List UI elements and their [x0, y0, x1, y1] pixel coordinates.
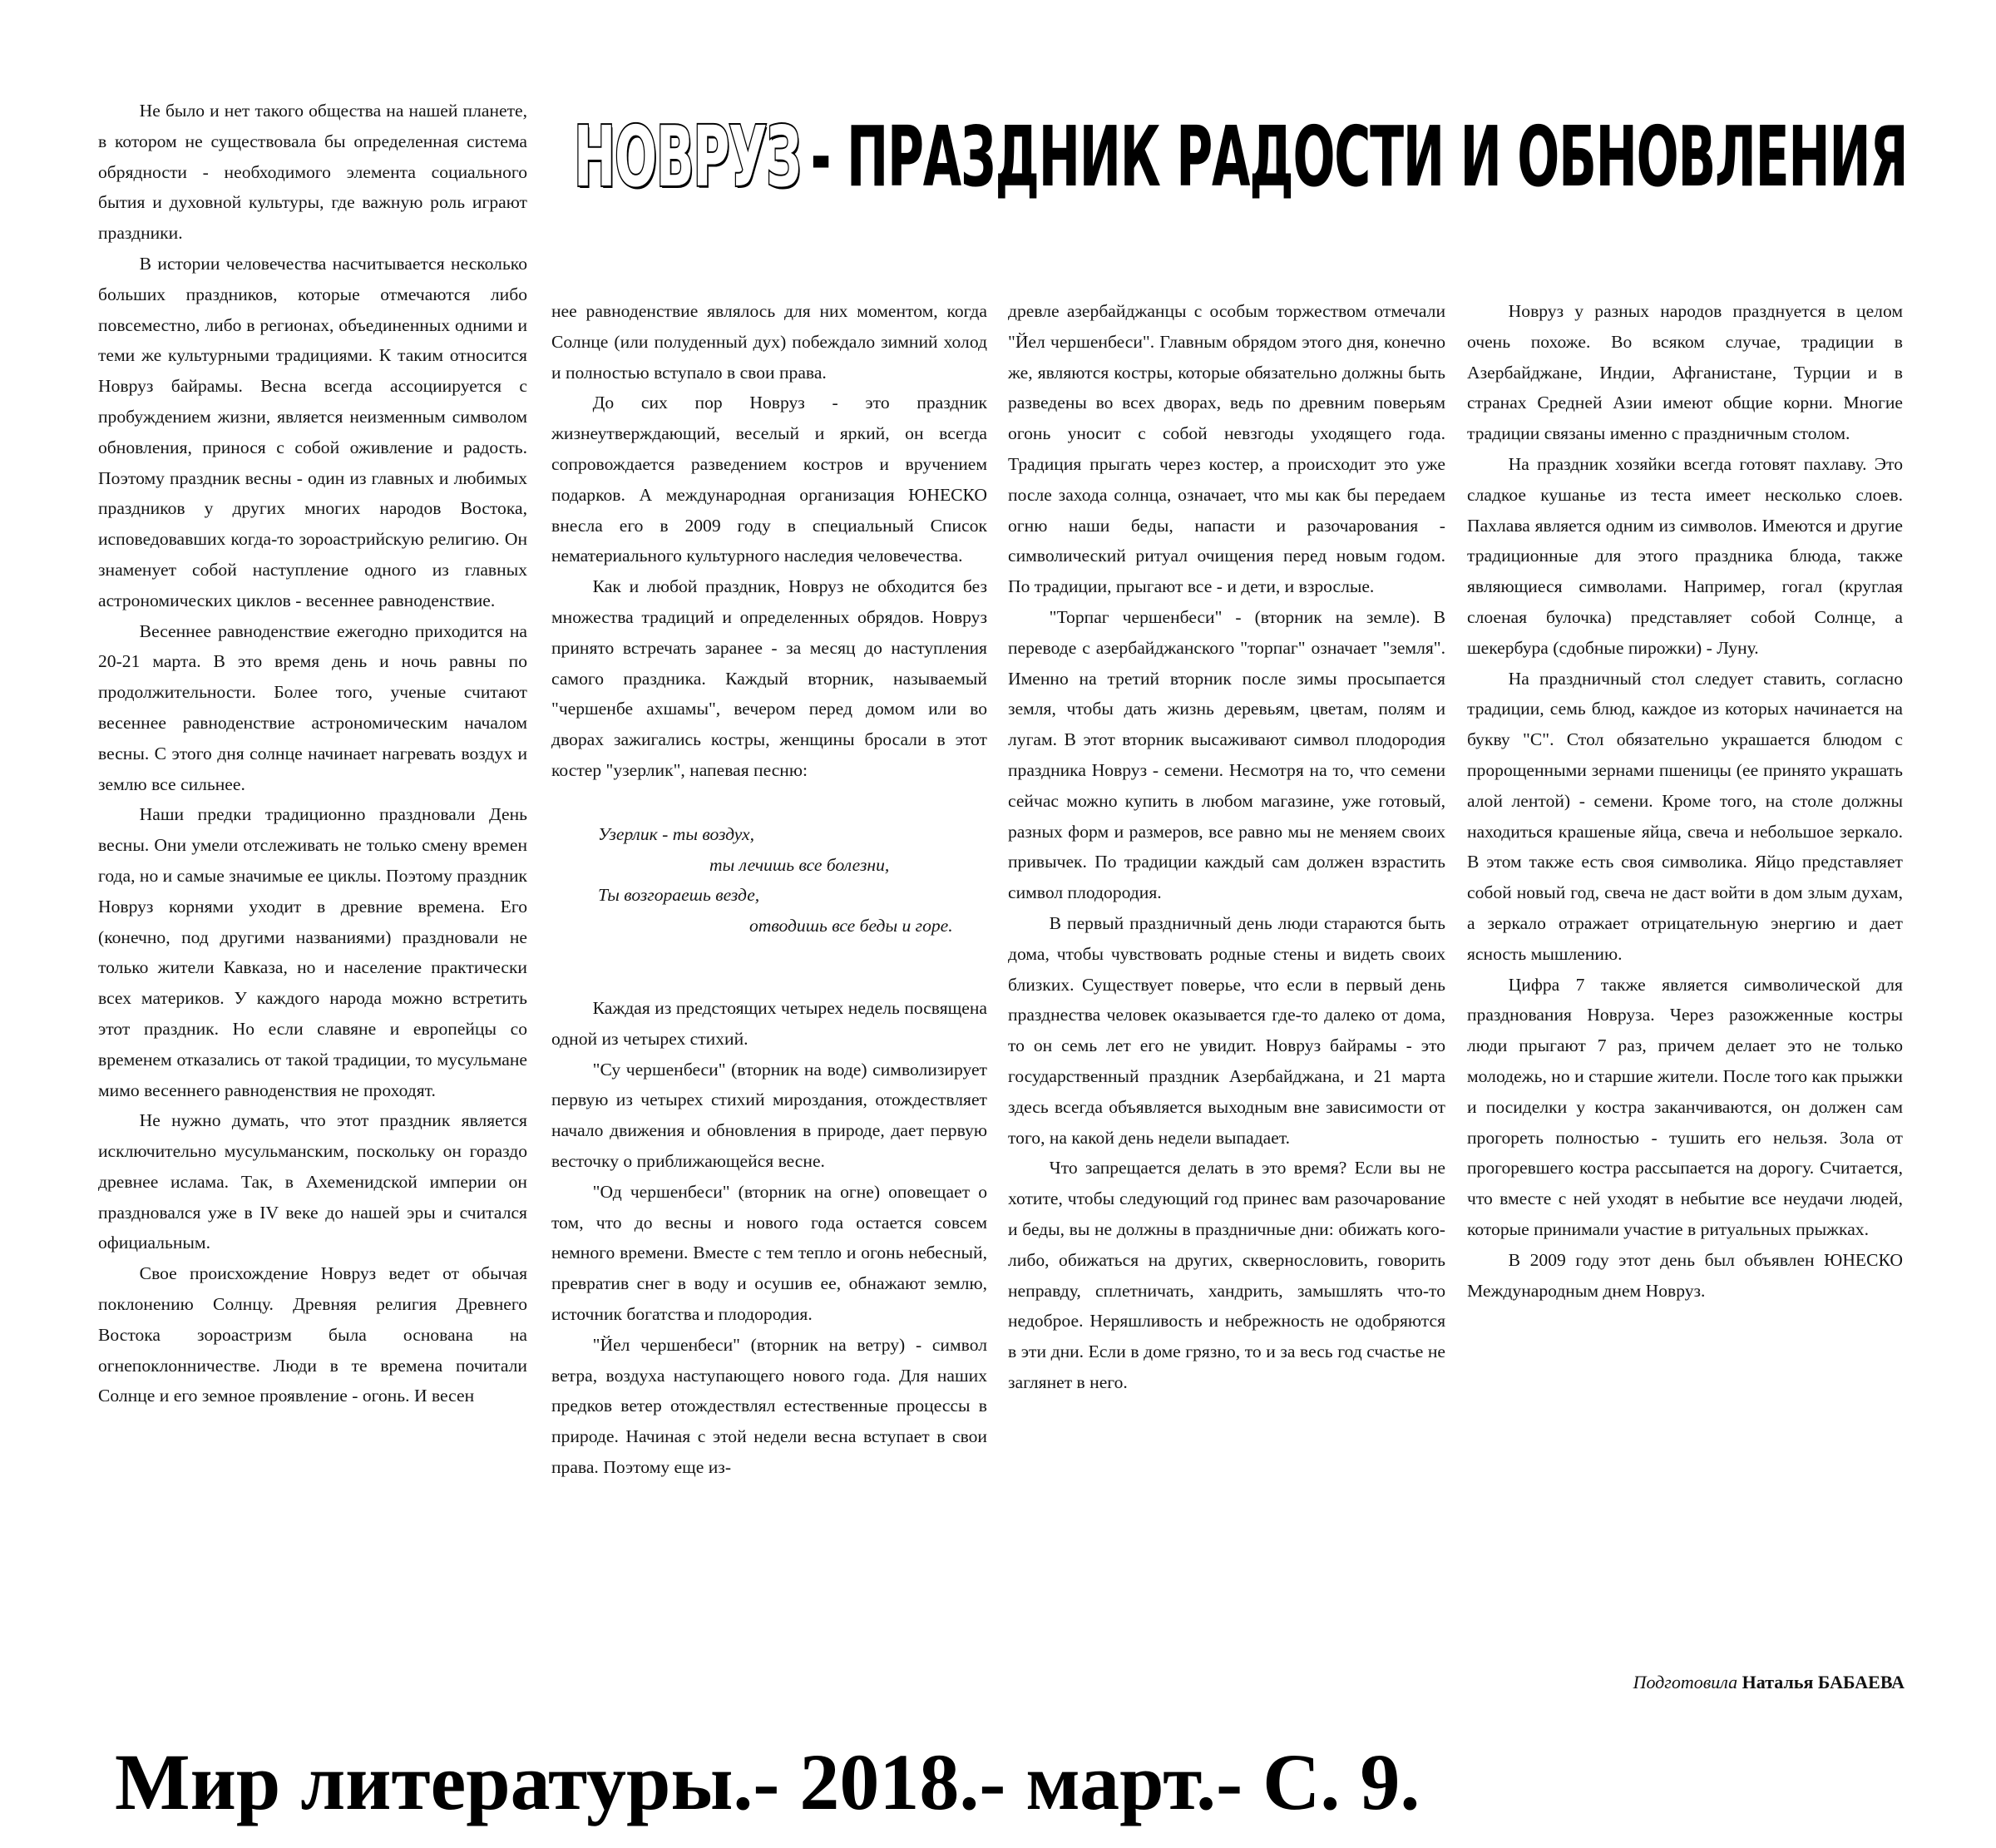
paragraph: нее равноденствие являлось для них моментом, когда Солнце (или полуденный дух) побеждало зимний холод и полностью вступало в свои права. — [551, 301, 987, 383]
byline-role: Подготовила — [1633, 1672, 1738, 1692]
paragraph: До сих пор Новруз - это праздник жизнеутверждающий, веселый и яркий, он всегда сопровождается разведением костров и вручением подарков. А международная организация ЮНЕСКО внесла его в 2009 году в специальный Список нематериального культурного наследия человечества. — [551, 393, 987, 566]
paragraph: Цифра 7 также является символической для празднования Новруза. Через разожженные костры люди прыгают 7 раз, причем делает это не только молодежь, но и старшие жители. После того как прыжки и посиделки у костра заканчиваются, он должен сам прогореть полностью - тушить его нельзя. Зола от прогоревшего костра рассыпается на дорогу. Считается, что вместе с ней уходят в небытие все неудачи людей, которые принимали участие в ритуальных прыжках. — [1467, 974, 1903, 1239]
paragraph: Весеннее равноденствие ежегодно приходится на 20-21 марта. В это время день и ночь равны по продолжительности. Более того, ученые считают весеннее равноденствие астрономическим началом весны. С этого дня солнце начинает нагревать воздух и землю все сильнее. — [98, 620, 527, 794]
text-column-3 — [1008, 296, 1445, 1398]
text-column-4 — [1467, 296, 1903, 1306]
paragraph: "Су чершенбеси" (вторник на воде) символизирует первую из четырех стихий мироздания, отождествляет начало движения и обновления в природе, дает первую весточку о приближающейся весне. — [551, 1059, 987, 1171]
paragraph: "Йел чершенбеси" (вторник на ветру) - символ ветра, воздуха наступающего нового года. Для наших предков ветер отождествлял естественные процессы в природе. Начиная с этой недели весна вступает в свои права. Поэтому еще из- — [551, 1334, 987, 1477]
paragraph: Наши предки традиционно праздновали День весны. Они умели отслеживать не только смену времен года, но и самые значимые ее циклы. Поэтому праздник Новруз корнями уходит в древние времена. Его (конечно, под другими названиями) праздновали не только жители Кавказа, но и население практически всех материков. У каждого народа можно встретить этот праздник. Но если славяне и европейцы со временем отказались от такой традиции, то мусульмане мимо весеннего равноденствия не проходят. — [98, 804, 527, 1100]
verse-line: Ты возгораешь везде, — [598, 885, 760, 906]
paragraph: На праздник хозяйки всегда готовят пахлаву. Это сладкое кушанье из теста имеет несколько слоев. Пахлава является одним из символов. Имеются и другие традиционные для этого праздника блюда, также являющиеся символами. Например, гогал (круглая слоеная булочка) представляет собой Солнце, а шекербура (сдобные пирожки) - Луну. — [1467, 453, 1903, 658]
text-column-1 — [98, 96, 527, 1411]
verse-line: ты лечишь все болезни, — [709, 854, 890, 875]
paragraph: Не нужно думать, что этот праздник является исключительно мусульманским, поскольку он гораздо древнее ислама. Так, в Ахеменидской империи он праздновался уже в IV веке до нашей эры и считался официальным. — [98, 1110, 527, 1253]
byline-author: Наталья БАБАЕВА — [1742, 1672, 1905, 1692]
text-column-2 — [551, 296, 987, 1483]
paragraph: Что запрещается делать в это время? Если вы не хотите, чтобы следующий год принес вам разочарование и беды, вы не должны в праздничные дни: обижать кого-либо, обижаться на других, сквернословить, говорить неправду, сплетничать, хандрить, замышлять что-то недоброе. Неряшливость и небрежность не одобряются в эти дни. Если в доме грязно, то и за весь год счастье не заглянет в него. — [1008, 1158, 1445, 1392]
paragraph: "Од чершенбеси" (вторник на огне) оповещает о том, что до весны и нового года остается совсем немного времени. Вместе с тем тепло и огонь небесный, превратив снег в воду и осушив ее, обнажают землю, источник богатства и плодородия. — [551, 1181, 987, 1324]
verse-line: Узерлик - ты воздух, — [598, 823, 755, 844]
verse-line: отводишь все беды и горе. — [749, 916, 953, 936]
paragraph: Каждая из предстоящих четырех недель посвящена одной из четырех стихий. — [551, 997, 987, 1049]
paragraph: Не было и нет такого общества на нашей планете, в котором не существовала бы определенная система обрядности - необходимого элемента социального бытия и духовной культуры, где важную роль играют праздники. — [98, 101, 527, 244]
paragraph: На праздничный стол следует ставить, согласно традиции, семь блюд, каждое из которых начинается на букву "С". Стол обязательно украшается блюдом с пророщенными зернами пшеницы (ее принято украшать алой лентой) - семени. Кроме того, на столе должны находиться крашеные яйца, свеча и небольшое зеркало. В этом также есть своя символика. Яйцо представляет собой новый год, свеча не даст войти в дом злым духам, а зеркало отражает отрицательную энергию и дает ясность мышлению. — [1467, 668, 1903, 964]
article-byline — [1514, 1672, 1905, 1693]
paragraph: "Торпаг чершенбеси" - (вторник на земле). В переводе с азербайджанского "торпаг" означает "земля". Именно на третий вторник после зимы просыпается земля, чтобы дать жизнь деревьям, цветам, полям и лугам. В этот вторник высаживают символ плодородия праздника Новруз - семени. Несмотря на то, что семени сейчас можно купить в любом магазине, уже готовый, разных форм и размеров, все равно мы не меняем своих привычек. По традиции каждый сам должен взрастить символ плодородия. — [1008, 606, 1445, 903]
paragraph: Свое происхождение Новруз ведет от обычая поклонению Солнцу. Древняя религия Древнего Востока зороастризм была основана на огнепоклонничестве. Люди в те времена почитали Солнце и его земное проявление - огонь. И весен — [98, 1263, 527, 1406]
source-citation: Мир литературы.- 2018.- март.- С. 9. — [115, 1737, 1420, 1826]
headline-rest: - ПРАЗДНИК РАДОСТИ И ОБНОВЛЕНИЯ — [810, 107, 1908, 205]
paragraph: Как и любой праздник, Новруз не обходится без множества традиций и определенных обрядов. Новруз принято встречать заранее - за месяц до наступления самого праздника. Каждый вторник, называемый "чершенбе ахшамы", вечером перед домом или во дворах зажигались костры, женщины бросали в этот костер "узерлик", напевая песню: — [551, 576, 987, 780]
paragraph: В истории человечества насчитывается несколько больших праздников, которые отмечаются либо повсеместно, либо в регионах, объединенных одними и теми же культурными традициями. К таким относится Новруз байрамы. Весна всегда ассоциируется с пробуждением жизни, является неизменным символом обновления, принося с собой оживление и радость. Поэтому праздник весны - один из главных и любимых праздников у других многих народов Востока, исповедовавших когда-то зороастрийскую религию. Он знаменует собой наступление одного из главных астрономических циклов - весеннее равноденствие. — [98, 253, 527, 610]
paragraph: древле азербайджанцы с особым торжеством отмечали "Йел чершенбеси". Главным обрядом этого дня, конечно же, являются костры, которые обязательно должны быть разведены во всех дворах, ведь по древним поверьям огонь уносит с собой невзгоды уходящего года. Традиция прыгать через костер, а происходит это уже после захода солнца, означает, что мы как бы передаем огню наши беды, напасти и разочарования - символический ритуал очищения перед новым годом. По традиции, прыгают все - и дети, и взрослые. — [1008, 301, 1445, 597]
paragraph: Новруз у разных народов празднуется в целом очень похоже. Во всяком случае, традиции в Азербайджане, Индии, Афганистане, Турции и в странах Средней Азии имеют общие корни. Многие традиции связаны именно с праздничным столом. — [1467, 301, 1903, 444]
article-headline — [574, 98, 1908, 215]
paragraph: В 2009 году этот день был объявлен ЮНЕСКО Международным днем Новруз. — [1467, 1249, 1903, 1301]
headline-word-novruz: НОВРУЗ — [574, 107, 801, 205]
song-verse — [551, 819, 987, 941]
paragraph: В первый праздничный день люди стараются быть дома, чтобы чувствовать родные стены и видеть своих близких. Существует поверье, что если в первый день празднества человек оказывается где-то далеко от дома, то он семь лет его не увидит. Новруз байрамы - это государственный праздник Азербайджана, и 21 марта здесь всегда объявляется выходным вне зависимости от того, на какой день недели выпадает. — [1008, 912, 1445, 1148]
